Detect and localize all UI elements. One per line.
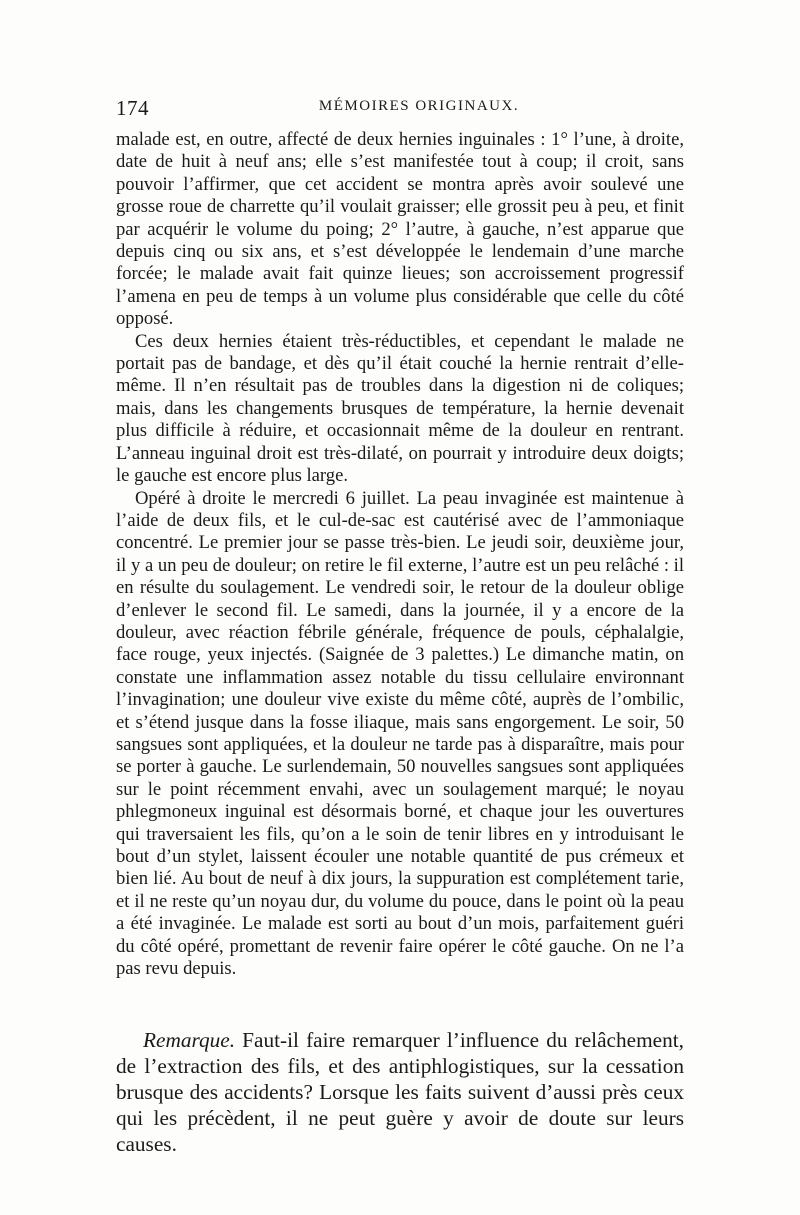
remark-label: Remarque. [143,1028,236,1052]
running-title: MÉMOIRES ORIGINAUX. [318,98,520,114]
paragraph-continued: malade est, en outre, affecté de deux hernies inguinales : 1° l’une, à droite, date de huit à neuf ans; elle s’est manifestée tout à coup; il croit, sans pouvoir l’affirmer, que cet accident se montra après avoir soulevé une grosse roue de charrette qu’il voulait graisser; elle grossit peu à peu, et finit par acquérir le volume du poing; 2° l’autre, à gauche, n’est apparue que depuis cinq ou six ans, et s’est développée le lendemain d’une marche forcée; le malade avait fait quinze lieues; son accroissement progressif l’amena en peu de temps à un volume plus considérable que celle du côté opposé. [116,129,684,330]
paragraph-operation: Opéré à droite le mercredi 6 juillet. La peau invaginée est maintenue à l’aide de deux fils, et le cul-de-sac est cautérisé avec de l’ammoniaque concentré. Le premier jour se passe très-bien. Le jeudi soir, deuxième jour, il y a un peu de douleur; on retire le fil externe, l’autre est un peu relâché : il en résulte du soulagement. Le vendredi soir, le retour de la douleur oblige d’enlever le second fil. Le samedi, dans la journée, il y a encore de la douleur, avec réaction fébrile générale, fréquence de pouls, céphalalgie, face rouge, yeux injectés. (Saignée de 3 palettes.) Le dimanche matin, on constate une inflammation assez notable du tissu cellulaire environnant l’invagination; une douleur vive existe du même côté, auprès de l’ombilic, et s’étend jusque dans la fosse iliaque, mais sans engorgement. Le soir, 50 sangsues sont appliquées, et la douleur ne tarde pas à disparaître, mais pour se porter à gauche. Le surlendemain, 50 nouvelles sangsues sont appliquées sur le point récemment envahi, avec un soulagement marqué; le noyau phlegmoneux inguinal est désormais borné, et chaque jour les ouvertures qui traversaient les fils, qu’on a le soin de tenir libres en y introduisant le bout d’un stylet, laissent écouler une notable quantité de pus crémeux et bien lié. Au bout de neuf à dix jours, la suppuration est complétement tarie, et il ne reste qu’un noyau dur, du volume du pouce, dans le point où la peau a été invaginée. Le malade est sorti au bout d’un mois, parfaitement guéri du côté opéré, promettant de revenir faire opérer le côté gauche. On ne l’a pas revu depuis. [116,487,684,980]
remark-paragraph [116,1027,684,1157]
page-number: 174 [116,96,149,120]
remark-text: Faut-il faire remarquer l’influence du relâchement, de l’extraction des fils, et des antiphlogistiques, sur la cessation brusque des accidents? Lorsque les faits suivent d’aussi près ceux qui les précèdent, il ne peut guère y avoir de doute sur leurs causes. [116,1028,684,1156]
paragraph-hernias: Ces deux hernies étaient très-réductibles, et cependant le malade ne portait pas de bandage, et dès qu’il était couché la hernie rentrait d’elle-même. Il n’en résultait pas de troubles dans la digestion ni de coliques; mais, dans les changements brusques de température, la hernie devenait plus difficile à réduire, et occasionnait même de la douleur en rentrant. L’anneau inguinal droit est très-dilaté, on pourrait y introduire deux doigts; le gauche est encore plus large. [116,330,684,487]
running-head [116,96,686,124]
main-text [116,129,684,980]
